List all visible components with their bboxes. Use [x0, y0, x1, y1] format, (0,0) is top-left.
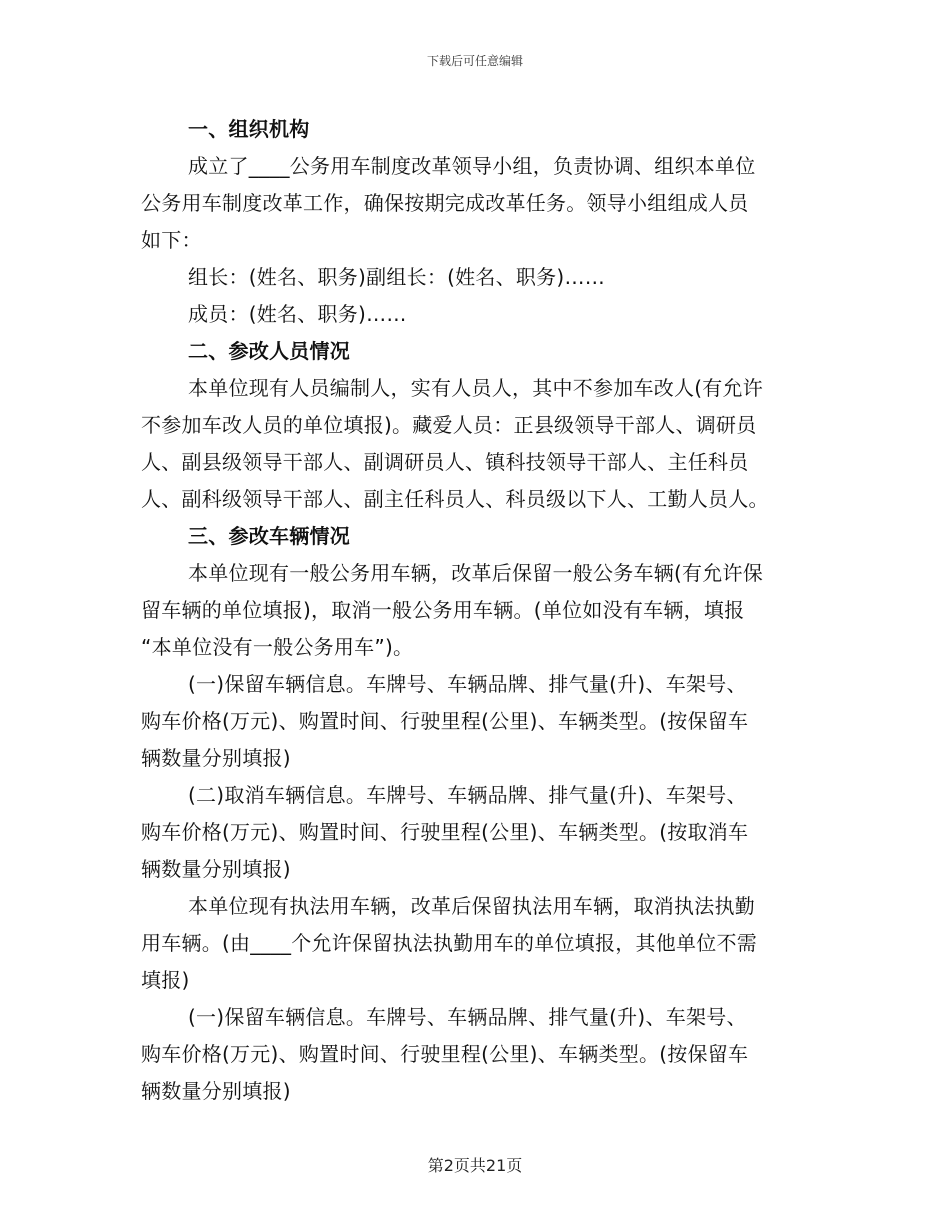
body-line: 购车价格(万元)、购置时间、行驶里程(公里)、车辆类型。(按保留车: [141, 1042, 749, 1066]
body-line: 本单位现有一般公务用车辆，改革后保留一般公务车辆(有允许保: [188, 561, 764, 585]
section-heading: 二、参改人员情况: [188, 339, 350, 363]
body-line: 辆数量分别填报): [141, 746, 291, 770]
document-body: [141, 111, 811, 1110]
body-line: 成立了____公务用车制度改革领导小组，负责协调、组织本单位: [188, 154, 756, 178]
body-line: 辆数量分别填报): [141, 1079, 291, 1103]
page-header: 下载后可任意编辑: [426, 54, 523, 68]
body-line: (一)保留车辆信息。车牌号、车辆品牌、排气量(升)、车架号、: [188, 1005, 747, 1029]
body-line: “本单位没有一般公务用车”)。: [141, 635, 414, 659]
body-line: 本单位现有人员编制人，实有人员人，其中不参加车改人(有允许: [188, 376, 764, 400]
body-line: 本单位现有执法用车辆，改革后保留执法用车辆，取消执法执勤: [188, 894, 755, 918]
body-line: 不参加车改人员的单位填报)。藏爱人员：正县级领导干部人、调研员: [141, 413, 757, 437]
page-footer: 第2页共21页: [427, 1156, 523, 1175]
body-line: 用车辆。(由____个允许保留执法执勤用车的单位填报，其他单位不需: [141, 931, 758, 955]
body-line: 成员：(姓名、职务)……: [188, 302, 407, 326]
body-line: (二)取消车辆信息。车牌号、车辆品牌、排气量(升)、车架号、: [188, 783, 747, 807]
body-line: 留车辆的单位填报)，取消一般公务用车辆。(单位如没有车辆，填报: [141, 598, 745, 622]
section-heading: 一、组织机构: [188, 117, 310, 141]
body-line: 公务用车制度改革工作，确保按期完成改革任务。领导小组组成人员: [141, 191, 749, 215]
body-line: 人、副县级领导干部人、副调研员人、镇科技领导干部人、主任科员: [141, 450, 749, 474]
body-line: 组长：(姓名、职务)副组长：(姓名、职务)……: [188, 265, 605, 289]
body-line: 购车价格(万元)、购置时间、行驶里程(公里)、车辆类型。(按取消车: [141, 820, 749, 844]
section-heading: 三、参改车辆情况: [188, 524, 350, 548]
body-line: 购车价格(万元)、购置时间、行驶里程(公里)、车辆类型。(按保留车: [141, 709, 749, 733]
body-line: 辆数量分别填报): [141, 857, 291, 881]
body-line: (一)保留车辆信息。车牌号、车辆品牌、排气量(升)、车架号、: [188, 672, 747, 696]
body-line: 人、副科级领导干部人、副主任科员人、科员级以下人、工勤人员人。: [141, 487, 769, 511]
body-line: 如下：: [141, 228, 202, 252]
body-line: 填报): [141, 968, 190, 992]
